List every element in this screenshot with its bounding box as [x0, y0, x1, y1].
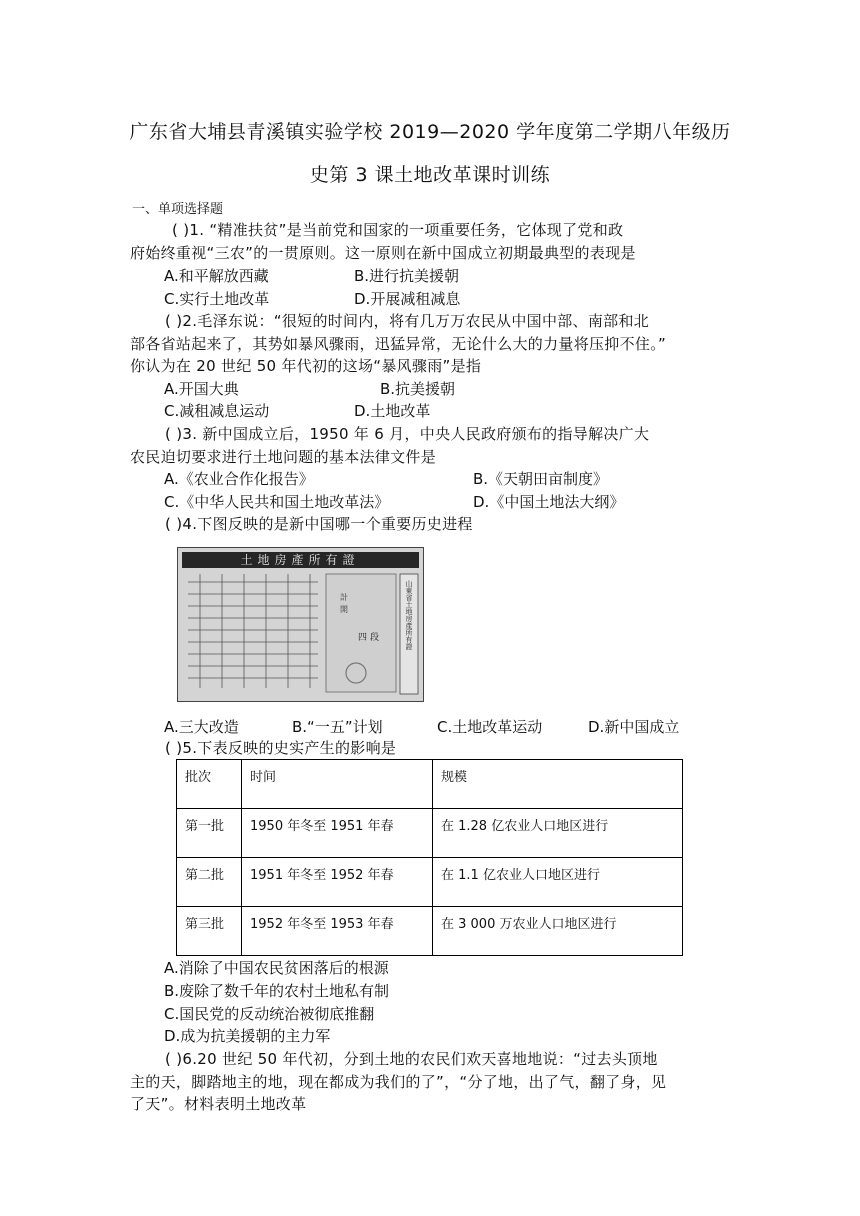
- q2-stem-line2: 部各省站起来了，其势如暴风骤雨，迅猛异常，无论什么大的力量将压抑不住。”: [130, 335, 667, 353]
- q4-option-c: C.土地改革运动: [437, 718, 543, 736]
- q1-stem-line1: ( )1. “精准扶贫”是当前党和国家的一项重要任务，它体现了党和政: [172, 221, 624, 239]
- q5-option-d: D.成为抗美援朝的主力军: [164, 1027, 331, 1045]
- table-cell: 1950 年冬至 1951 年春: [242, 809, 433, 858]
- q4-option-a: A.三大改造: [164, 718, 239, 736]
- q6-stem-line3: 了天”。材料表明土地改革: [130, 1095, 307, 1113]
- q6-stem-line1: ( )6.20 世纪 50 年代初，分到土地的农民们欢天喜地地说：“过去头顶地: [165, 1050, 658, 1068]
- table-cell: 1951 年冬至 1952 年春: [242, 858, 433, 907]
- q3-option-a: A.《农业合作化报告》: [164, 470, 314, 488]
- q2-option-a: A.开国大典: [164, 380, 239, 398]
- title-line-2: 史第 3 课土地改革课时训练: [309, 164, 551, 186]
- table-header-cell: 时间: [242, 760, 433, 809]
- q1-option-d: D.开展减租减息: [354, 290, 461, 308]
- q3-option-d: D.《中国土地法大纲》: [473, 493, 625, 511]
- q4-stem: ( )4.下图反映的是新中国哪一个重要历史进程: [165, 515, 473, 533]
- table-cell: 在 1.28 亿农业人口地区进行: [433, 809, 683, 858]
- table-header-cell: 规模: [433, 760, 683, 809]
- table-cell: 第三批: [177, 907, 242, 956]
- land-reform-table: [176, 759, 683, 956]
- table-cell: 在 1.1 亿农业人口地区进行: [433, 858, 683, 907]
- q2-stem-line3: 你认为在 20 世纪 50 年代初的这场“暴风骤雨”是指: [130, 357, 482, 375]
- q3-option-c: C.《中华人民共和国土地改革法》: [164, 493, 390, 511]
- certificate-banner-text: 土地房產所有證: [240, 553, 360, 567]
- title-line-1: 广东省大埔县青溪镇实验学校 2019—2020 学年度第二学期八年级历: [129, 121, 731, 143]
- section-heading: 一、单项选择题: [132, 202, 224, 217]
- q1-stem-line2: 府始终重视“三农”的一贯原则。这一原则在新中国成立初期最典型的表现是: [130, 244, 636, 262]
- q1-option-a: A.和平解放西藏: [164, 267, 269, 285]
- q3-stem-line1: ( )3. 新中国成立后，1950 年 6 月，中央人民政府颁布的指导解决广大: [165, 425, 650, 443]
- land-certificate-photo: [177, 547, 424, 702]
- table-row: [177, 809, 683, 858]
- land-certificate-image: [178, 548, 423, 701]
- q2-option-c: C.减租减息运动: [164, 402, 270, 420]
- table-row: [177, 907, 683, 956]
- q4-option-b: B.“一五”计划: [292, 718, 383, 736]
- table-cell: 1952 年冬至 1953 年春: [242, 907, 433, 956]
- q5-option-c: C.国民党的反动统治被彻底推翻: [164, 1005, 375, 1023]
- table-header-row: [177, 760, 683, 809]
- q2-option-b: B.抗美援朝: [380, 380, 456, 398]
- q2-stem-line1: ( )2.毛泽东说：“很短的时间内，将有几万万农民从中国中部、南部和北: [165, 312, 650, 330]
- table-row: [177, 858, 683, 907]
- q5-option-a: A.消除了中国农民贫困落后的根源: [164, 959, 389, 977]
- q5-option-b: B.废除了数千年的农村土地私有制: [164, 982, 390, 1000]
- table-cell: 第二批: [177, 858, 242, 907]
- svg-text:段: 段: [370, 633, 380, 643]
- q5-stem: ( )5.下表反映的史实产生的影响是: [165, 739, 397, 757]
- q3-stem-line2: 农民迫切要求进行土地问题的基本法律文件是: [130, 448, 437, 466]
- table-cell: 第一批: [177, 809, 242, 858]
- table-header-cell: 批次: [177, 760, 242, 809]
- q4-option-d: D.新中国成立: [588, 718, 680, 736]
- q2-option-d: D.土地改革: [354, 402, 431, 420]
- svg-text:開: 開: [340, 605, 348, 614]
- q1-option-c: C.实行土地改革: [164, 290, 270, 308]
- q1-option-b: B.进行抗美援朝: [354, 267, 460, 285]
- table-cell: 在 3 000 万农业人口地区进行: [433, 907, 683, 956]
- svg-text:計: 計: [340, 593, 348, 602]
- q6-stem-line2: 主的天，脚踏地主的地，现在都成为我们的了”，“分了地，出了气，翻了身，见: [130, 1073, 667, 1091]
- svg-text:四: 四: [358, 633, 368, 643]
- certificate-side-text: 山東省土地房產所有證: [405, 580, 413, 650]
- q3-option-b: B.《天朝田亩制度》: [473, 470, 609, 488]
